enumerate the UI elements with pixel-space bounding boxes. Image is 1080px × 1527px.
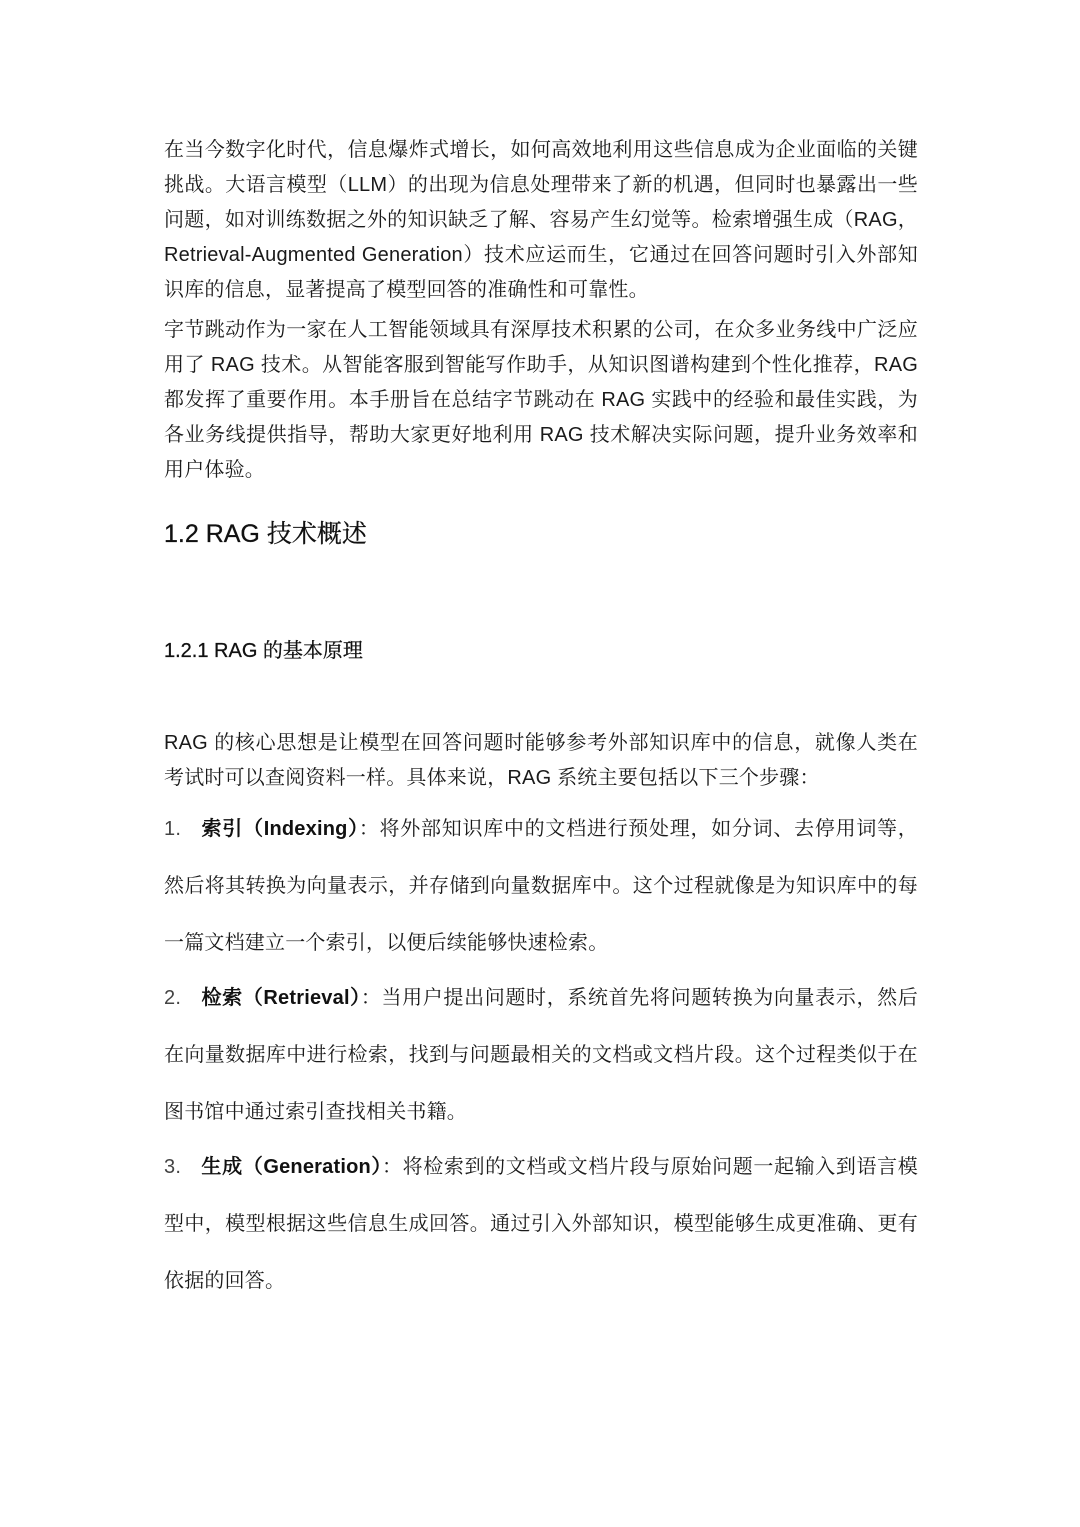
step-number: 1.: [164, 818, 182, 840]
intro-paragraph-2: 字节跳动作为一家在人工智能领域具有深厚技术积累的公司，在众多业务线中广泛应用了 RAG 技术。从智能客服到智能写作助手，从知识图谱构建到个性化推荐，RAG 都发挥了重要作用。本手册旨在总结字节跳动在 RAG 实践中的经验和最佳实践，为各业务线提供指导，帮助大家更好地利用 RAG 技术解决实际问题，提升业务效率和用户体验。: [164, 319, 918, 481]
step-text: ：当用户提出问题时，系统首先将问题转换为向量表示，然后在向量数据库中进行检索，找到与问题最相关的文档或文档片段。这个过程类似于在图书馆中通过索引查找相关书籍。: [164, 987, 918, 1123]
step-text: ：将外部知识库中的文档进行预处理，如分词、去停用词等，然后将其转换为向量表示，并存储到向量数据库中。这个过程就像是为知识库中的每一篇文档建立一个索引，以便后续能够快速检索。: [164, 818, 918, 954]
principle-intro-paragraph: RAG 的核心思想是让模型在回答问题时能够参考外部知识库中的信息，就像人类在考试时可以查阅资料一样。具体来说，RAG 系统主要包括以下三个步骤：: [164, 732, 918, 789]
step-term: 索引（Indexing）: [201, 818, 359, 840]
step-retrieval: [164, 970, 918, 1141]
step-indexing: [164, 801, 918, 972]
section-heading-1-2: 1.2 RAG 技术概述: [164, 520, 367, 548]
intro-paragraph-1: 在当今数字化时代，信息爆炸式增长，如何高效地利用这些信息成为企业面临的关键挑战。大语言模型（LLM）的出现为信息处理带来了新的机遇，但同时也暴露出一些问题，如对训练数据之外的知识缺乏了解、容易产生幻觉等。检索增强生成（RAG，Retrieval-Augmented Generation）技术应运而生，它通过在回答问题时引入外部知识库的信息，显著提高了模型回答的准确性和可靠性。: [164, 139, 918, 301]
step-term: 检索（Retrieval）: [201, 987, 361, 1009]
section-heading-1-2-1: 1.2.1 RAG 的基本原理: [164, 640, 363, 662]
step-number: 3.: [164, 1156, 182, 1178]
step-number: 2.: [164, 987, 182, 1009]
step-generation: [164, 1139, 918, 1310]
step-text: ：将检索到的文档或文档片段与原始问题一起输入到语言模型中，模型根据这些信息生成回答。通过引入外部知识，模型能够生成更准确、更有依据的回答。: [164, 1156, 918, 1292]
step-term: 生成（Generation）: [201, 1156, 382, 1178]
